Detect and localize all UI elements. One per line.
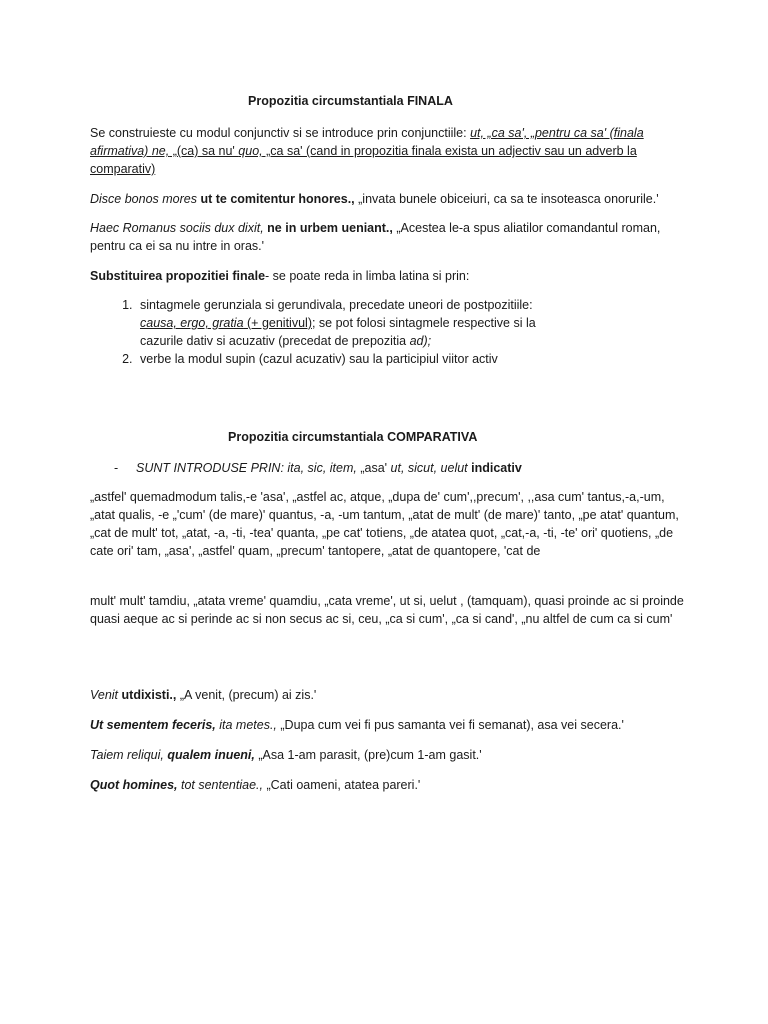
latin-text: Disce bonos mores [90,192,197,206]
substitution-heading [90,267,680,285]
latin-clause: utdixisti., [121,688,177,702]
latin-clause: ut te comitentur honores., [200,192,355,206]
comparativa-paragraph-2 [90,592,686,628]
translation: „Acestea le-a spus aliatilor comandantul roman, pentru ca ei sa nu intre in oras.' [90,221,661,253]
conjunction-ut: ut, „ca sa', „pentru ca sa' (finala afirmativa) [90,126,644,158]
list-item [136,296,540,350]
conjunction-ne: ne, [151,144,170,158]
latin-text: Venit [90,688,119,702]
list-item-text-2: ; se pot folosi sintagmele respective si la cazurile dativ si acuzativ (precedat de prepozitia [140,316,536,348]
comparativa-example-2 [90,716,680,734]
list-item-text: verbe la modul supin (cazul acuzativ) sau la participiul viitor activ [140,352,498,366]
intro-italic: SUNT INTRODUSE PRIN: ita, sic, item, [136,461,357,475]
intro-text-ne: „(ca) sa nu' [169,144,239,158]
comparativa-dash-line [90,459,680,477]
list-item [136,350,540,368]
translation: „A venit, (precum) ai zis.' [176,688,317,702]
substitution-list [90,296,540,368]
intro-mid: „asa' [356,461,391,475]
conjunction-quo: quo, [238,144,263,158]
latin-clause: Quot homines, [90,778,178,792]
postpositions: causa, ergo, gratia [140,316,244,330]
translation: „Asa 1-am parasit, (pre)cum 1-am gasit.' [254,748,482,762]
intro-text-quo: „ca sa' (cand in propozitia finala exista un adjectiv sau un adverb la comparativ) [90,144,637,176]
translation: „Cati oameni, atatea pareri.' [262,778,421,792]
translation: „Dupa cum vei fi pus samanta vei fi semanat), asa vei secera.' [276,718,624,732]
genitive-note: (+ genitivul) [243,316,312,330]
comparativa-example-3 [90,746,680,764]
conjunction-list-2: mult' mult' tamdiu, „atata vreme' quamdiu, „cata vreme', ut si, uelut , (tamquam), quasi proinde ac si proinde quasi aeque ac si perinde ac si non secus ac si, ceu, „ca si cum', „ca si cand', „nu altfel de cum ca si cum' [90,594,684,626]
finala-example-2 [90,219,680,255]
intro-italic-2: ut, sicut, uelut [390,461,468,475]
comparativa-example-4 [90,776,680,794]
latin-clause: Ut sementem feceris, [90,718,216,732]
comparativa-paragraph-1 [90,488,686,560]
section-title-comparativa: Propozitia circumstantiala COMPARATIVA [228,430,478,444]
intro-bold: indicativ [467,461,522,475]
preposition-ad: ad); [409,334,432,348]
section-title-finala: Propozitia circumstantiala FINALA [248,94,453,108]
dash-mark: - [114,461,119,475]
translation: „invata bunele obiceiuri, ca sa te insoteasca onorurile.' [354,192,659,206]
latin-text: tot sententiae., [177,778,263,792]
intro-text: Se construieste cu modul conjunctiv si se introduce prin conjunctiile: [90,126,471,140]
list-item-text: sintagmele gerunziala si gerundivala, precedate uneori de postpozitiile: [140,298,533,312]
latin-clause: qualem inueni, [163,748,255,762]
latin-text: Haec Romanus sociis dux dixit, [90,221,264,235]
latin-clause: ne in urbem ueniant., [267,221,393,235]
finala-intro [90,124,680,178]
latin-text: ita metes., [215,718,277,732]
finala-example-1 [90,190,680,208]
substitution-bold: Substituirea propozitiei finale [90,269,266,283]
comparativa-example-1 [90,686,680,704]
latin-text: Taiem reliqui, [90,748,164,762]
conjunction-list: „astfel' quemadmodum talis,-e 'asa', „astfel ac, atque, „dupa de' cum',,precum', ,,asa cum' tantus,-a,-um, „atat qualis, -e „'cum' (de mare)' quantus, -a, -um tantum, „atat de mult' (de mare)' tanto, „pe atat' quantum, „cat de mult' tot, „atat, -a, -ti, -tea' quanta, „pe cat' totiens, „de atatea quot, „cat,-a, -ti, -te' ori' quotiens, „de cate ori' tam, „asa', „astfel' quam, „precum' tantopere, „atat de quantopere, 'cat de [90,490,679,558]
substitution-rest: - se poate reda in limba latina si prin: [265,269,470,283]
